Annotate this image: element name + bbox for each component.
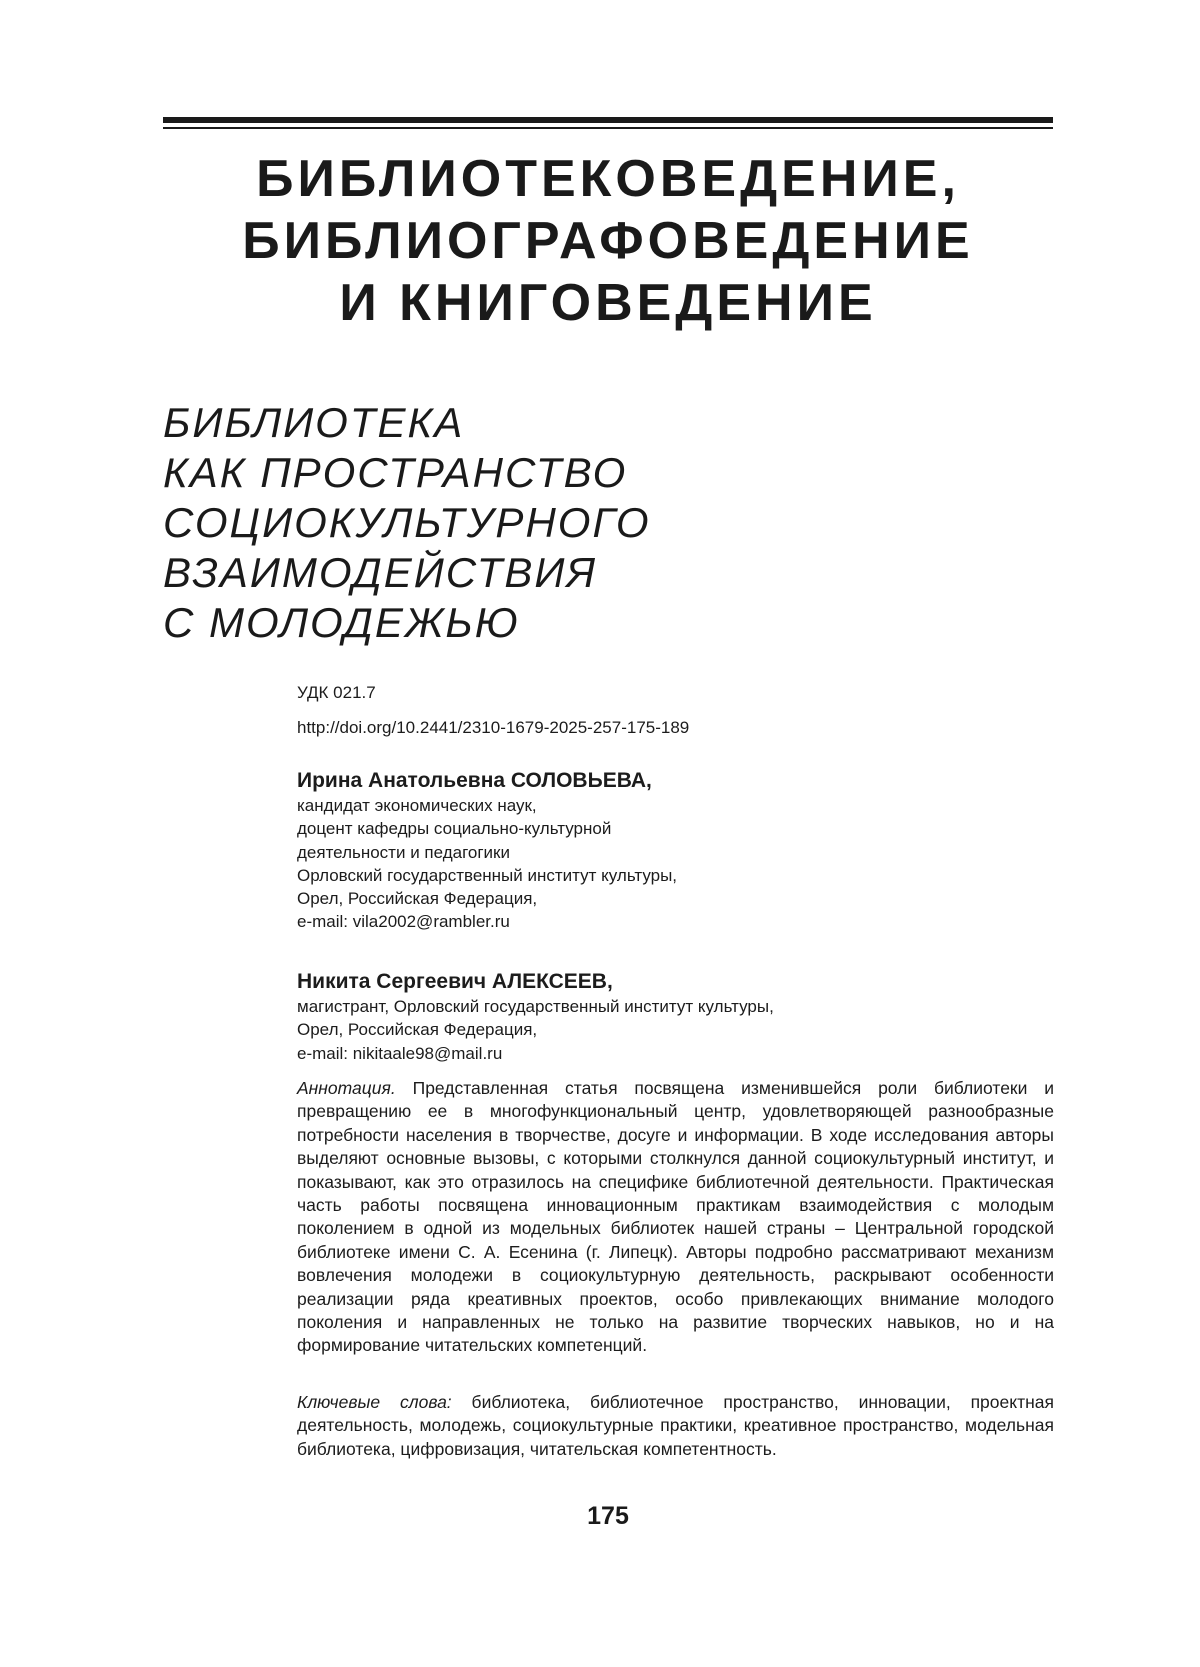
article-title-line: С МОЛОДЕЖЬЮ [163, 599, 520, 646]
article-title-line: БИБЛИОТЕКА [163, 399, 465, 446]
author-affiliation-line: деятельности и педагогики [297, 842, 510, 862]
author-affiliation-line: кандидат экономических наук, [297, 796, 537, 815]
header-rule-thick [163, 117, 1053, 123]
abstract-label: Аннотация. [297, 1078, 396, 1098]
article-title-line: КАК ПРОСТРАНСТВО [163, 449, 628, 496]
article-title-line: СОЦИОКУЛЬТУРНОГО [163, 499, 651, 546]
section-title-line: БИБЛИОТЕКОВЕДЕНИЕ, [256, 150, 960, 208]
abstract-text: Представленная статья посвящена изменившейся роли библиотеки и превращению ее в многофункциональный центр, удовлетворяющей разнообразные потребности населения в творчестве, досуге и информации. В ходе исследования авторы выделяют основные вызовы, с которыми столкнулся данной социокультурный институт, и показывают, как это отразилось на специфике библиотечной деятельности. Практическая часть работы посвящена инновационным практикам взаимодействия с молодым поколением в одной из модельных библиотек нашей страны – Центральной городской библиотеке имени С. А. Есенина (г. Липецк). Авторы подробно рассматривают механизм вовлечения молодежи в социокультурную деятельность, раскрывают особенности реализации ряда креативных проектов, особо привлекающих внимание молодого поколения и направленных не только на развитие творческих навыков, но и на формирование читательских компетенций. [297, 1078, 1054, 1356]
author-block [297, 768, 1057, 934]
page-number: 175 [587, 1502, 629, 1530]
author-block [297, 969, 1057, 1065]
section-title [163, 148, 1053, 334]
doi-link[interactable]: http://doi.org/10.2441/2310-1679-2025-257-175-189 [297, 718, 690, 737]
author-name: Ирина Анатольевна СОЛОВЬЕВА, [297, 769, 652, 792]
udk-code: УДК 021.7 [297, 683, 376, 702]
author-name: Никита Сергеевич АЛЕКСЕЕВ, [297, 970, 613, 993]
keywords-label: Ключевые слова: [297, 1392, 452, 1412]
header-rule-thin [163, 127, 1053, 129]
keywords [297, 1391, 1054, 1461]
keywords-text: библиотека, библиотечное пространство, инновации, проектная деятельность, молодежь, социокультурные практики, креативное пространство, модельная библиотека, цифровизация, читательская компетентность. [297, 1392, 1054, 1459]
section-title-line: БИБЛИОГРАФОВЕДЕНИЕ [242, 212, 974, 270]
author-email[interactable]: e-mail: vila2002@rambler.ru [297, 912, 510, 932]
author-affiliation-line: Орел, Российская Федерация, [297, 1020, 538, 1040]
section-title-line: И КНИГОВЕДЕНИЕ [339, 274, 877, 332]
author-affiliation-line: магистрант, Орловский государственный институт культуры, [297, 997, 774, 1016]
author-email[interactable]: e-mail: nikitaale98@mail.ru [297, 1043, 503, 1063]
article-title [163, 398, 651, 648]
author-affiliation-line: Орел, Российская Федерация, [297, 889, 538, 909]
author-affiliation-line: Орловский государственный институт культуры, [297, 865, 678, 885]
author-affiliation-line: доцент кафедры социально-культурной [297, 819, 612, 839]
abstract [297, 1077, 1054, 1358]
article-title-line: ВЗАИМОДЕЙСТВИЯ [163, 549, 598, 596]
